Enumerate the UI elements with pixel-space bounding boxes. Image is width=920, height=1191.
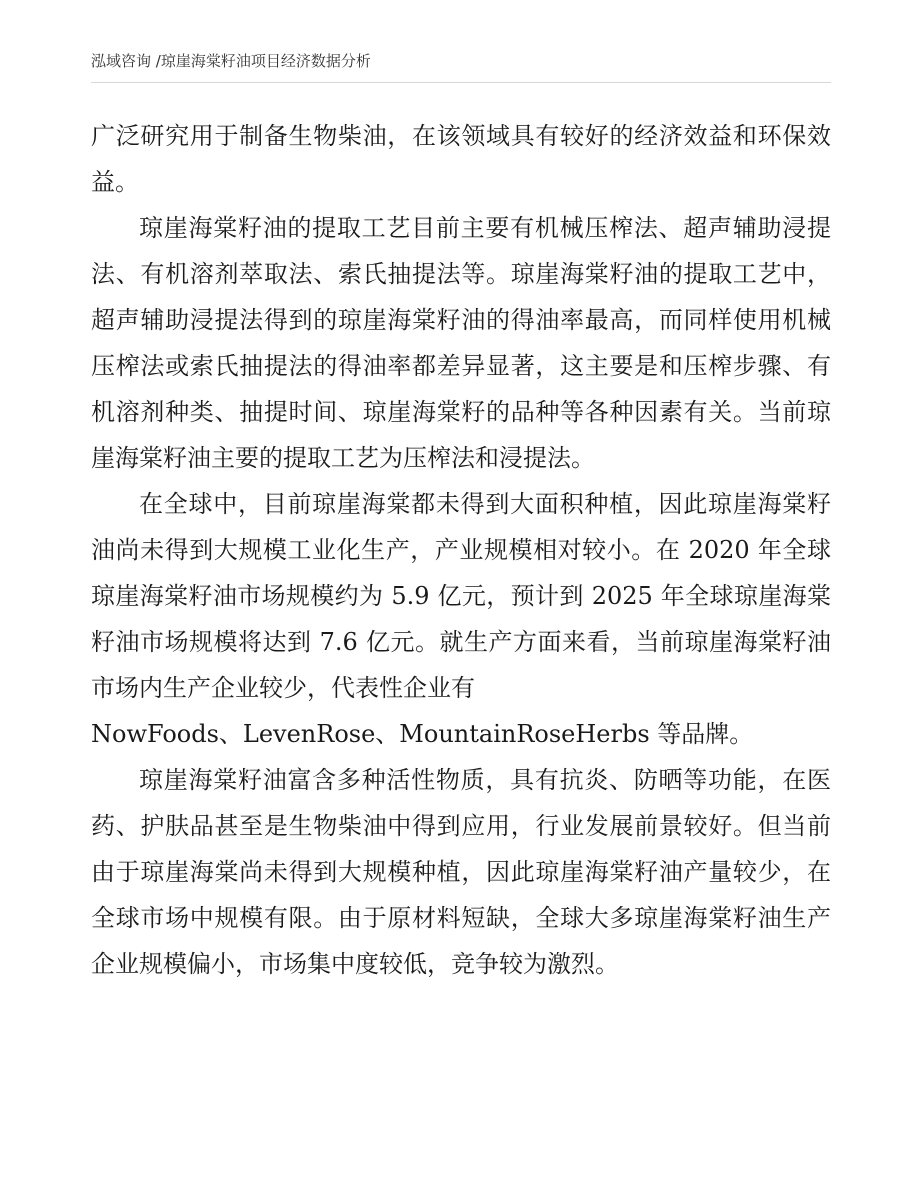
document-body bbox=[91, 113, 831, 987]
paragraph-extraction-process: 琼崖海棠籽油的提取工艺目前主要有机械压榨法、超声辅助浸提法、有机溶剂萃取法、索氏抽提法等。琼崖海棠籽油的提取工艺中，超声辅助浸提法得到的琼崖海棠籽油的得油率最高，而同样使用机械压榨法或索氏抽提法的得油率都差异显著，这主要是和压榨步骤、有机溶剂种类、抽提时间、琼崖海棠籽的品种等各种因素有关。当前琼崖海棠籽油主要的提取工艺为压榨法和浸提法。 bbox=[91, 214, 831, 472]
paragraph-continuation: 广泛研究用于制备生物柴油，在该领域具有较好的经济效益和环保效益。 bbox=[91, 122, 831, 196]
paragraph-global-market: 在全球中，目前琼崖海棠都未得到大面积种植，因此琼崖海棠籽油尚未得到大规模工业化生产，产业规模相对较小。在 2020 年全球琼崖海棠籽油市场规模约为 5.9 亿元，预计到 2025 年全球琼崖海棠籽油市场规模将达到 7.6 亿元。就生产方面来看，当前琼崖海棠籽油市场内生产企业较少，代表性企业有 bbox=[91, 490, 831, 702]
paragraph-brands: NowFoods、LevenRose、MountainRoseHerbs 等品牌。 bbox=[91, 720, 754, 748]
page-header: 泓域咨询 /琼崖海棠籽油项目经济数据分析 bbox=[91, 52, 371, 70]
header-divider bbox=[91, 82, 831, 83]
paragraph-outlook: 琼崖海棠籽油富含多种活性物质，具有抗炎、防晒等功能，在医药、护肤品甚至是生物柴油中得到应用，行业发展前景较好。但当前由于琼崖海棠尚未得到大规模种植，因此琼崖海棠籽油产量较少，在全球市场中规模有限。由于原材料短缺，全球大多琼崖海棠籽油生产企业规模偏小，市场集中度较低，竞争较为激烈。 bbox=[91, 766, 831, 978]
